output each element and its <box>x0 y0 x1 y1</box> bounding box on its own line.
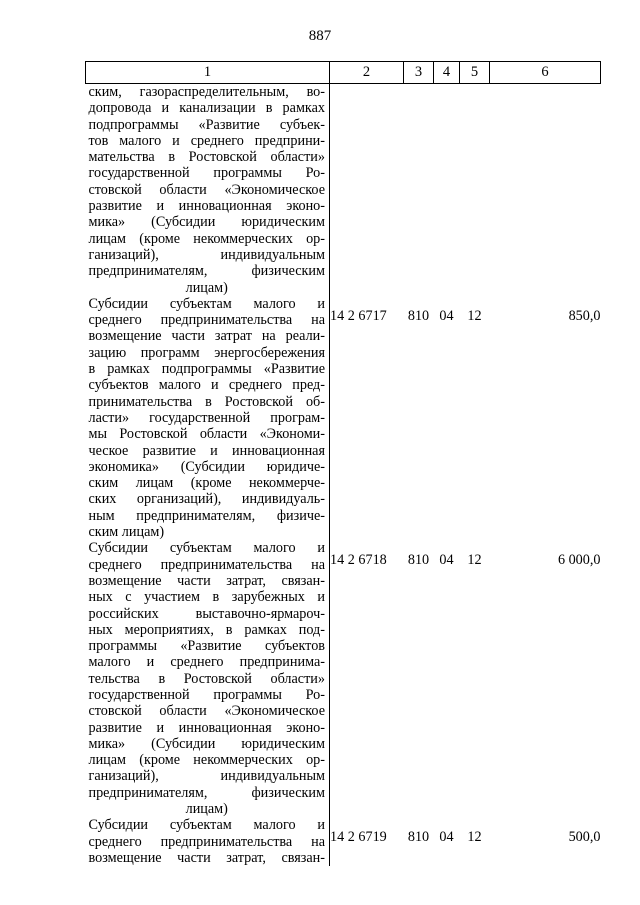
description-line: Субсидии субъектам малого и <box>88 540 325 557</box>
description-line: стовской области «Экономическое <box>88 181 325 198</box>
table-header-row <box>86 62 601 84</box>
section-code: 04 <box>439 552 454 569</box>
description-line: подпрограммы «Развитие субъек- <box>88 116 325 133</box>
section-code <box>434 84 460 296</box>
target-article-code: 14 2 6719 <box>330 829 387 846</box>
description-line: ских организаций), индивидуаль- <box>88 491 325 508</box>
description-line: принимательства в Ростовской об- <box>88 393 325 410</box>
amount-value: 500,0 <box>568 829 601 846</box>
description-line: тов малого и среднего предприни- <box>88 132 325 149</box>
budget-table <box>85 61 601 866</box>
description-line: среднего предпринимательства на <box>88 556 325 573</box>
table-row <box>86 84 601 296</box>
description-line: лицам) <box>185 801 228 818</box>
subsection-code <box>460 84 490 296</box>
description-line: возмещение части затрат, связан- <box>88 572 325 589</box>
table-row <box>86 817 601 866</box>
row-description <box>86 84 330 296</box>
description-line: стовской области «Экономическое <box>88 703 325 720</box>
expense-type-code <box>404 84 434 296</box>
description-line: ных мероприятиях, в рамках под- <box>88 621 325 638</box>
subsection-code: 12 <box>467 552 482 569</box>
description-line: ческое развитие и инновационная <box>88 442 325 459</box>
expense-type-code: 810 <box>407 552 430 569</box>
amount-value: 6 000,0 <box>557 552 601 569</box>
description-line: в рамках подпрограммы «Развитие <box>88 361 325 378</box>
description-line: предпринимателям, физическим <box>88 784 325 801</box>
description-line: лицам) <box>185 279 228 296</box>
description-line: российских выставочно-ярмароч- <box>88 605 325 622</box>
description-line: тельства в Ростовской области» <box>88 670 325 687</box>
description-line: зацию программ энергосбережения <box>88 344 325 361</box>
description-line: допровода и канализации в рамках <box>88 100 325 117</box>
description-line: мика» (Субсидии юридическим <box>88 735 325 752</box>
description-line: малого и среднего предпринима- <box>88 654 325 671</box>
description-line: субъектов малого и среднего пред- <box>88 377 325 394</box>
page-number: 887 <box>308 28 332 44</box>
amount-value: 850,0 <box>568 307 601 324</box>
subsection-code: 12 <box>467 307 482 324</box>
section-code: 04 <box>439 307 454 324</box>
description-line: ским, газораспределительным, во- <box>88 84 325 100</box>
description-line: ским лицам (кроме некоммерче- <box>88 475 325 492</box>
description-line: государственной программы Ро- <box>88 165 325 182</box>
description-line: предпринимателям, физическим <box>88 263 325 280</box>
description-line: ганизаций), индивидуальным <box>88 246 325 263</box>
row-description <box>86 817 330 866</box>
description-line: ным предпринимателям, физиче- <box>88 507 325 524</box>
description-line: экономика» (Субсидии юридиче- <box>88 458 325 475</box>
row-description <box>86 540 330 817</box>
header-col-4: 4 <box>434 62 460 84</box>
expense-type-code: 810 <box>407 829 430 846</box>
description-line: мика» (Субсидии юридическим <box>88 214 325 231</box>
description-line: возмещение части затрат, связан- <box>88 849 325 866</box>
description-line: мы Ростовской области «Экономи- <box>88 426 325 443</box>
amount-value <box>490 84 601 296</box>
target-article-code: 14 2 6718 <box>330 552 387 569</box>
description-line: программы «Развитие субъектов <box>88 638 325 655</box>
description-line: развитие и инновационная эконо- <box>88 198 325 215</box>
description-line: возмещение части затрат на реали- <box>88 328 325 345</box>
header-col-5: 5 <box>460 62 490 84</box>
description-line: государственной программы Ро- <box>88 686 325 703</box>
description-line: среднего предпринимательства на <box>88 833 325 850</box>
description-line: развитие и инновационная эконо- <box>88 719 325 736</box>
header-col-3: 3 <box>404 62 434 84</box>
description-line: Субсидии субъектам малого и <box>88 295 325 312</box>
description-line: ским лицам) <box>88 524 165 541</box>
description-line: среднего предпринимательства на <box>88 312 325 329</box>
table-row <box>86 296 601 540</box>
description-line: лицам (кроме некоммерческих ор- <box>88 230 325 247</box>
table-row <box>86 540 601 817</box>
header-col-6: 6 <box>490 62 601 84</box>
description-line: Субсидии субъектам малого и <box>88 817 325 834</box>
target-article-code <box>330 84 404 296</box>
subsection-code: 12 <box>467 829 482 846</box>
description-line: ных с участием в зарубежных и <box>88 589 325 606</box>
header-col-2: 2 <box>330 62 404 84</box>
header-col-1: 1 <box>86 62 330 84</box>
description-line: ласти» государственной програм- <box>88 409 325 426</box>
section-code: 04 <box>439 829 454 846</box>
description-line: мательства в Ростовской области» <box>88 149 325 166</box>
row-description <box>86 296 330 540</box>
description-line: лицам (кроме некоммерческих ор- <box>88 752 325 769</box>
description-line: ганизаций), индивидуальным <box>88 768 325 785</box>
expense-type-code: 810 <box>407 307 430 324</box>
target-article-code: 14 2 6717 <box>330 307 387 324</box>
